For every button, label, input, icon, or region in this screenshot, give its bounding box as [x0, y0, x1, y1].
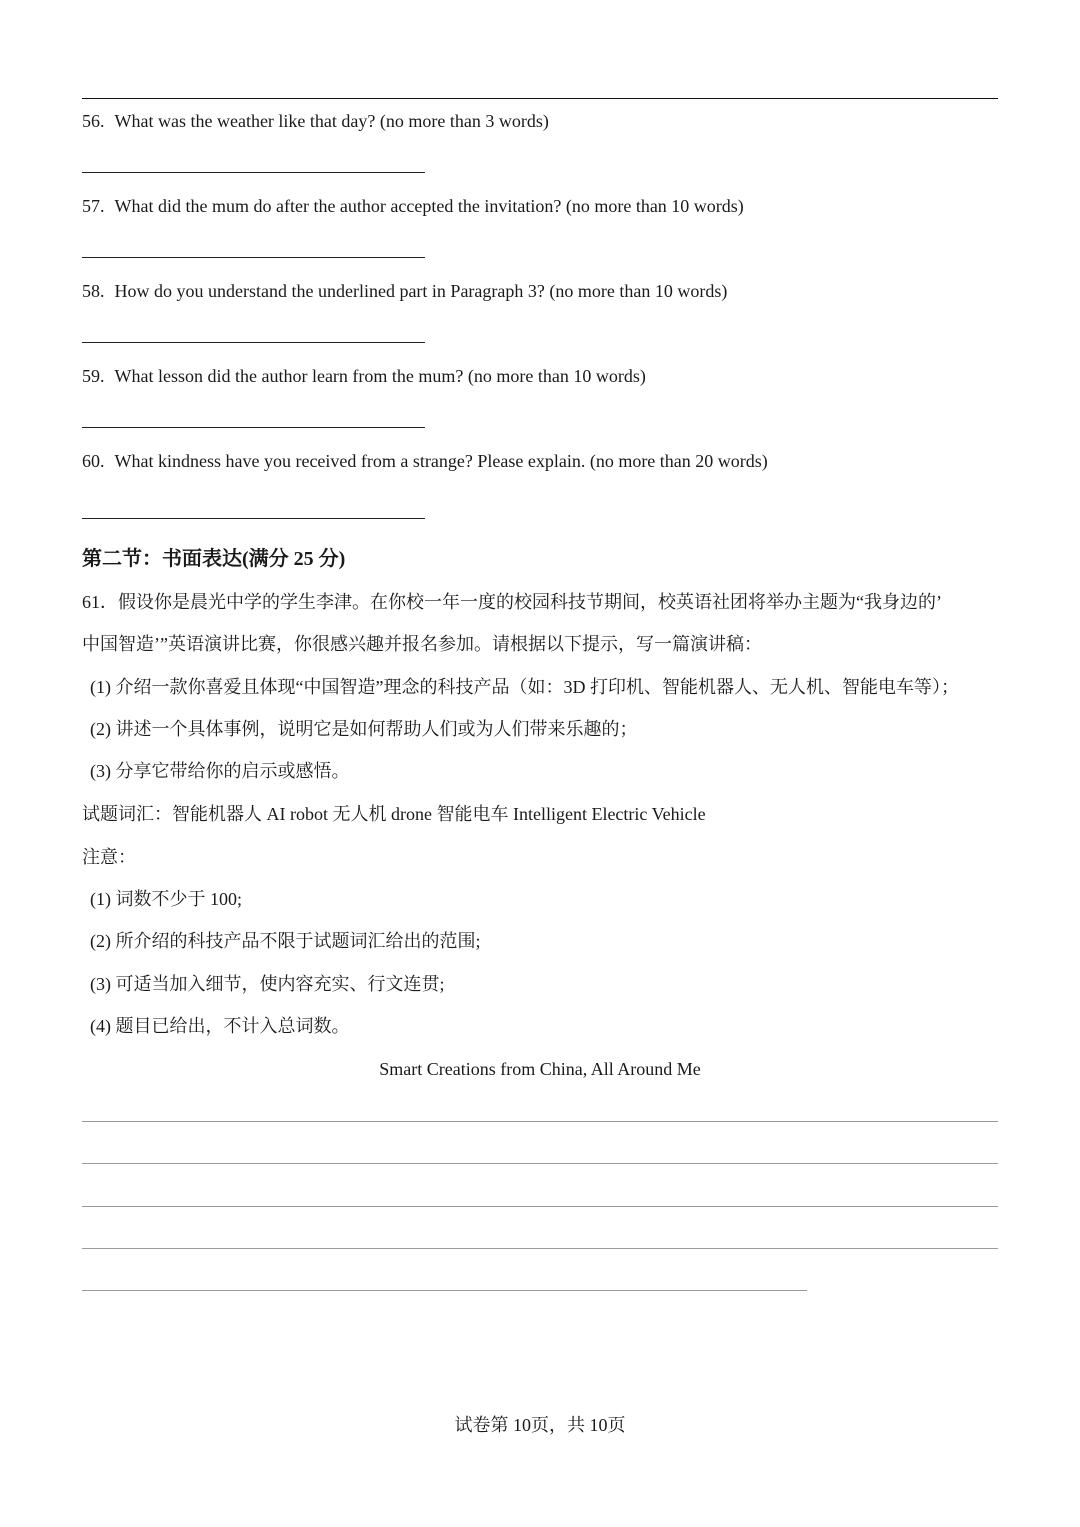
writing-line[interactable]	[82, 1290, 807, 1291]
essay-title: Smart Creations from China, All Around Me	[379, 1059, 701, 1079]
prompt-point-3: (3) 分享它带给你的启示或感悟。	[90, 761, 350, 781]
question-60	[82, 449, 768, 473]
question-text: What did the mum do after the author accepted the invitation? (no more than 10 words)	[114, 196, 744, 216]
answer-line-58[interactable]	[82, 342, 425, 343]
question-56	[82, 109, 549, 133]
page-footer: 试卷第 10页，共 10页	[454, 1415, 626, 1435]
note-1: (1) 词数不少于 100;	[90, 889, 242, 909]
top-divider	[82, 98, 998, 99]
question-number: 56.	[82, 111, 105, 131]
answer-line-60[interactable]	[82, 518, 425, 519]
note-label: 注意：	[82, 847, 136, 867]
vocab-line: 试题词汇：智能机器人 AI robot 无人机 drone 智能电车 Intelligent Electric Vehicle	[82, 804, 706, 824]
prompt-point-2: (2) 讲述一个具体事例，说明它是如何帮助人们或为人们带来乐趣的；	[90, 719, 638, 739]
note-3: (3) 可适当加入细节，使内容充实、行文连贯;	[90, 974, 445, 994]
question-text: What lesson did the author learn from the mum? (no more than 10 words)	[114, 366, 646, 386]
answer-line-56[interactable]	[82, 172, 425, 173]
question-number: 60.	[82, 451, 105, 471]
prompt-point-1: (1) 介绍一款你喜爱且体现“中国智造”理念的科技产品（如：3D 打印机、智能机器人、无人机、智能电车等）；	[90, 677, 959, 697]
question-57	[82, 194, 744, 218]
question-number: 58.	[82, 281, 105, 301]
question-number: 57.	[82, 196, 105, 216]
question-number: 59.	[82, 366, 105, 386]
note-4: (4) 题目已给出，不计入总词数。	[90, 1016, 350, 1036]
prompt-line-1: 61．假设你是晨光中学的学生李津。在你校一年一度的校园科技节期间，校英语社团将举办主题为“我身边的’	[82, 592, 942, 612]
answer-line-57[interactable]	[82, 257, 425, 258]
writing-line[interactable]	[82, 1248, 998, 1249]
section-heading: 第二节：书面表达(满分 25 分)	[82, 548, 346, 570]
question-text: How do you understand the underlined part in Paragraph 3? (no more than 10 words)	[114, 281, 728, 301]
answer-line-59[interactable]	[82, 427, 425, 428]
writing-line[interactable]	[82, 1163, 998, 1164]
note-2: (2) 所介绍的科技产品不限于试题词汇给出的范围;	[90, 931, 481, 951]
question-text: What was the weather like that day? (no more than 3 words)	[114, 111, 549, 131]
writing-line[interactable]	[82, 1206, 998, 1207]
writing-line[interactable]	[82, 1121, 998, 1122]
prompt-line-2: 中国智造’”英语演讲比赛，你很感兴趣并报名参加。请根据以下提示，写一篇演讲稿：	[82, 634, 762, 654]
question-59	[82, 364, 646, 388]
question-58	[82, 279, 727, 303]
question-text: What kindness have you received from a strange? Please explain. (no more than 20 words)	[114, 451, 768, 471]
